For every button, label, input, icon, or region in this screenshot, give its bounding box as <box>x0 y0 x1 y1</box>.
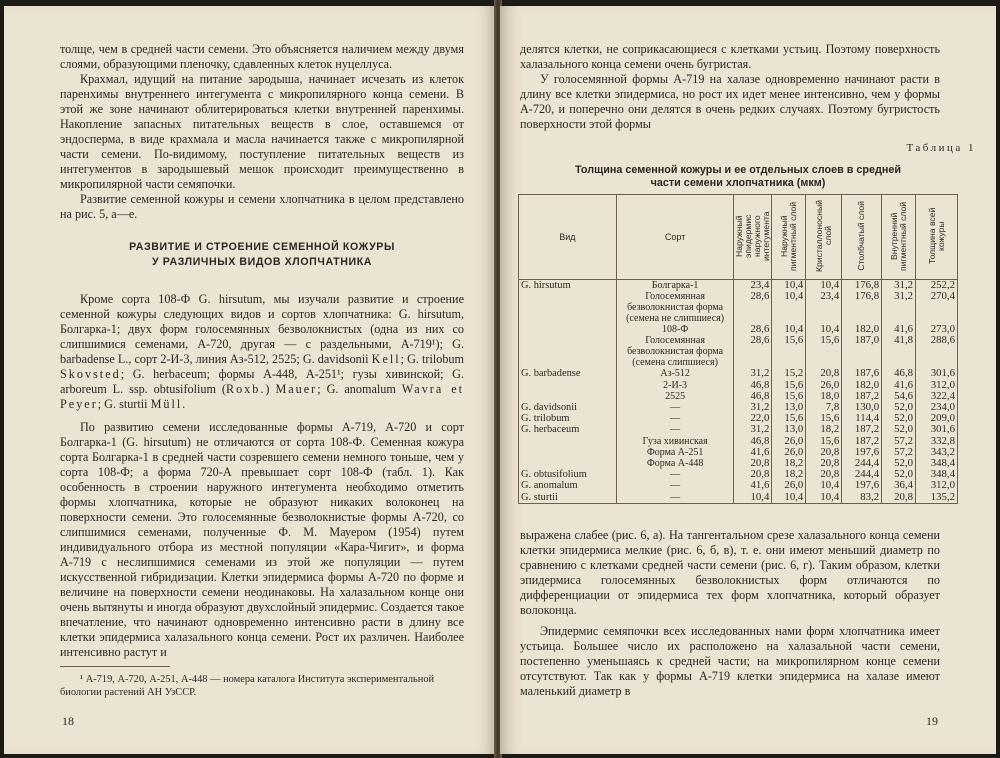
cell-value: 26,0 <box>772 480 806 491</box>
cell-vid <box>519 291 617 324</box>
cell-sort: Болгарка-1 <box>616 280 734 292</box>
cell-value: 187,0 <box>842 335 882 368</box>
cell-value: 18,2 <box>806 424 842 435</box>
cell-sort: — <box>616 469 734 480</box>
cell-value: 26,0 <box>772 436 806 447</box>
paragraph <box>60 292 464 412</box>
section-heading <box>60 240 464 270</box>
table-row <box>519 291 958 324</box>
cell-sort: — <box>616 424 734 435</box>
cell-value: 52,0 <box>882 469 916 480</box>
cell-value: 13,0 <box>772 424 806 435</box>
cell-sort: Гуза хивинская <box>616 436 734 447</box>
cell-value: 135,2 <box>916 492 958 504</box>
cell-value: 348,4 <box>916 469 958 480</box>
cell-value: 322,4 <box>916 391 958 402</box>
cell-value: 332,8 <box>916 436 958 447</box>
cell-value: 46,8 <box>734 436 772 447</box>
cell-vid <box>519 335 617 368</box>
cell-vid: G. obtusifolium <box>519 469 617 480</box>
cell-value: 46,8 <box>882 368 916 379</box>
cell-value: 176,8 <box>842 280 882 292</box>
page-number: 19 <box>926 714 938 728</box>
cell-sort: Форма А-251 <box>616 447 734 458</box>
paragraph: По развитию семени исследованные формы А-719, А-720 и сорт Болгарка-1 (G. hirsutum) не отличаются от сорта 108-Ф. Семенная кожура сорта Болгарка-1 в средней части созревшего семени немного тоньше, чем у сорта 108-Ф; а форма 720-А превышает сорт 108-Ф (табл. 1). Как особенность в строении наружного интегумента необходимо отметить формы хлопчатника, которые не образуют никаких волоконец на поверхности семени. Это голосемянные безволокнистые формы А-720, со слипшимися семенами, полученные Ф. М. Мауером (1954) путем индивидуального отбора из местной популяции «Кара-Чигит», и форма А-719 с неслипшимися семенами из этой же популяции — путем искусственной гибридизации. Клетки эпидермиса формы А-720 по форме и величине на поверхности семени неодинаковы. На халазальном конце они очень вытянуты и иногда образуют двухслойный эпидермис. Создается такое впечатление, что начинают одновременно интенсивно расти в длину все клетки эпидермиса халазального конца семени. Рост их различен. Наиболее интенсивно растут и <box>60 420 464 659</box>
cell-value: 312,0 <box>916 480 958 491</box>
table-title <box>520 164 956 190</box>
cell-value: 114,4 <box>842 413 882 424</box>
table-row <box>519 424 958 435</box>
cell-value: 20,8 <box>806 447 842 458</box>
table-row <box>519 280 958 292</box>
text-run: ) <box>265 382 276 396</box>
cell-vid: G. davidsonii <box>519 402 617 413</box>
cell-value: 187,2 <box>842 424 882 435</box>
cell-value: 187,2 <box>842 436 882 447</box>
cell-sort: — <box>616 480 734 491</box>
author-name: Wavra et Peyer <box>60 382 465 411</box>
cell-value: 10,4 <box>806 480 842 491</box>
cell-value: 57,2 <box>882 447 916 458</box>
cell-value: 28,6 <box>734 291 772 324</box>
cell-value: 31,2 <box>734 402 772 413</box>
table-row <box>519 492 958 504</box>
cell-value: 10,4 <box>772 492 806 504</box>
cell-vid: G. hirsutum <box>519 280 617 292</box>
cell-value: 273,0 <box>916 324 958 335</box>
cell-value: 10,4 <box>806 324 842 335</box>
text-run: Кроме сорта 108-Ф G. hirsutum, мы изучали развитие и строение семенной кожуры следующих видов и сортов хлопчатника: G. hirsutum, Болгарка-1; двух форм голосемянных безволокнистых (одна из них со слипшимися семенами, А-720, другая — с раздельными, А-719¹); G. barbadense L., сорт 2-И-3, линия Аз-512, 2525; G. davidsonii <box>60 292 464 366</box>
header-text: Внутренний пигментный слой <box>888 201 908 271</box>
footnote <box>60 666 464 699</box>
cell-vid <box>519 458 617 469</box>
cell-sort: 2-И-3 <box>616 380 734 391</box>
cell-value: 20,8 <box>734 458 772 469</box>
footnote-rule <box>60 666 170 667</box>
thickness-table <box>518 194 958 504</box>
header-col <box>882 195 916 280</box>
cell-value: 10,4 <box>772 291 806 324</box>
section-heading-line: РАЗВИТИЕ И СТРОЕНИЕ СЕМЕННОЙ КОЖУРЫ <box>129 241 395 253</box>
header-col <box>734 195 772 280</box>
cell-value: 301,6 <box>916 368 958 379</box>
paragraph: Эпидермис семяпочки всех исследованных нами форм хлопчатника имеет устьица. Большее число их расположено на халазальной части семени, постепенно уменьшаясь к средней части; на микропилярном конце семени отсутствуют. Так как у формы А-719 клетки эпидермиса на халазе имеют маленький диаметр в <box>520 624 940 698</box>
cell-value: 15,6 <box>772 335 806 368</box>
cell-sort: Аз-512 <box>616 368 734 379</box>
table-row <box>519 413 958 424</box>
cell-value: 10,4 <box>806 280 842 292</box>
cell-value: 54,6 <box>882 391 916 402</box>
table-row <box>519 391 958 402</box>
left-page <box>4 6 496 754</box>
cell-value: 31,2 <box>734 424 772 435</box>
cell-vid <box>519 391 617 402</box>
cell-value: 26,0 <box>806 380 842 391</box>
right-text-column-top <box>520 42 940 132</box>
author-name: Kell <box>371 352 401 366</box>
cell-value: 187,2 <box>842 391 882 402</box>
cell-value: 15,6 <box>806 335 842 368</box>
cell-value: 57,2 <box>882 436 916 447</box>
cell-value: 20,8 <box>734 469 772 480</box>
paragraph: толще, чем в средней части семени. Это объясняется наличием между двумя слоями, образующими пленочку, сдавленных клеток нуцеллуса. <box>60 42 464 71</box>
table-label: Таблица 1 <box>906 142 976 154</box>
cell-vid: G. anomalum <box>519 480 617 491</box>
cell-value: 20,8 <box>806 368 842 379</box>
cell-vid: G. sturtii <box>519 492 617 504</box>
footnote-text: ¹ А-719, А-720, А-251, А-448 — номера каталога Института экспериментальной биологии растений АН УзССР. <box>60 674 435 698</box>
cell-value: 52,0 <box>882 458 916 469</box>
cell-value: 176,8 <box>842 291 882 324</box>
cell-value: 10,4 <box>806 492 842 504</box>
paragraph: делятся клетки, не соприкасающиеся с клетками устьиц. Поэтому поверхность халазального конца семени очень бугристая. <box>520 42 940 71</box>
author-name: Müll. <box>150 397 188 411</box>
header-text: Столбчатый слой <box>856 201 867 271</box>
table-row <box>519 324 958 335</box>
table-body <box>519 280 958 504</box>
cell-value: 252,2 <box>916 280 958 292</box>
header-col <box>806 195 842 280</box>
cell-vid: G. trilobum <box>519 413 617 424</box>
cell-vid: G. herbaceum <box>519 424 617 435</box>
paragraph: выражена слабее (рис. 6, а). На тангентальном срезе халазального конца семени клетки эпидермиса мелкие (рис. 6, б, в), т. е. они имеют меньший диаметр по сравнению с клетками средней части семени (рис. 6, г). Таким образом, клетки эпидермиса голосемянных безволокнистых форм отличаются по дифференциации от эпидермиса тех форм хлопчатника, который образует волоконца. <box>520 528 940 617</box>
cell-value: 288,6 <box>916 335 958 368</box>
cell-sort: Голосемянная безволокнистая форма (семена слипшиеся) <box>616 335 734 368</box>
text-run: ; G. trilobum <box>400 352 464 366</box>
cell-value: 187,6 <box>842 368 882 379</box>
cell-value: 31,2 <box>734 368 772 379</box>
cell-value: 270,4 <box>916 291 958 324</box>
cell-value: 83,2 <box>842 492 882 504</box>
cell-value: 23,4 <box>734 280 772 292</box>
cell-vid <box>519 324 617 335</box>
cell-value: 197,6 <box>842 480 882 491</box>
table-row <box>519 368 958 379</box>
paragraph: Развитие семенной кожуры и семени хлопчатника в целом представлено на рис. 5, а—е. <box>60 192 464 221</box>
table-row <box>519 380 958 391</box>
cell-sort: — <box>616 402 734 413</box>
cell-value: 182,0 <box>842 324 882 335</box>
cell-value: 10,4 <box>772 324 806 335</box>
cell-value: 10,4 <box>734 492 772 504</box>
cell-value: 26,0 <box>772 447 806 458</box>
header-col <box>772 195 806 280</box>
cell-value: 15,6 <box>806 413 842 424</box>
cell-sort: 2525 <box>616 391 734 402</box>
author-name: Skovsted <box>60 367 121 381</box>
cell-value: 31,2 <box>882 291 916 324</box>
right-page <box>500 6 996 754</box>
table-title-line: Толщина семенной кожуры и ее отдельных слоев в средней <box>575 164 901 176</box>
cell-value: 46,8 <box>734 391 772 402</box>
cell-value: 20,8 <box>806 469 842 480</box>
cell-sort: — <box>616 413 734 424</box>
table-row <box>519 447 958 458</box>
author-name: Mauer <box>275 382 318 396</box>
cell-value: 52,0 <box>882 413 916 424</box>
cell-value: 348,4 <box>916 458 958 469</box>
cell-value: 343,2 <box>916 447 958 458</box>
author-name: Roxb. <box>225 382 266 396</box>
cell-value: 41,6 <box>734 447 772 458</box>
cell-sort: Форма А-448 <box>616 458 734 469</box>
cell-value: 130,0 <box>842 402 882 413</box>
table-row <box>519 436 958 447</box>
header-text: Кристаллоносный слой <box>813 200 833 272</box>
paragraph: Крахмал, идущий на питание зародыша, начинает исчезать из клеток паренхимы внутреннего интегумента с микропилярного конца семени. В этой же зоне начинают облитерироваться клетки внутренней паренхимы. Накопление запасных питательных веществ в слое, оставшемся от эндосперма, в виде крахмала и масла начинается также с микропилярной части семени. По-видимому, поступление питательных веществ из интегументов в зародышевый мешок происходит преимущественно в микропилярной части семяпочки. <box>60 72 464 191</box>
cell-value: 46,8 <box>734 380 772 391</box>
cell-value: 15,6 <box>806 436 842 447</box>
cell-vid: G. barbadense <box>519 368 617 379</box>
right-text-column-bottom <box>520 528 940 699</box>
table-row <box>519 469 958 480</box>
cell-sort: 108-Ф <box>616 324 734 335</box>
cell-value: 312,0 <box>916 380 958 391</box>
header-col <box>842 195 882 280</box>
cell-value: 20,8 <box>806 458 842 469</box>
cell-vid <box>519 436 617 447</box>
section-heading-line: У РАЗЛИЧНЫХ ВИДОВ ХЛОПЧАТНИКА <box>151 256 373 268</box>
cell-value: 52,0 <box>882 402 916 413</box>
cell-value: 244,4 <box>842 469 882 480</box>
table-row <box>519 402 958 413</box>
cell-value: 41,6 <box>882 324 916 335</box>
cell-value: 28,6 <box>734 324 772 335</box>
header-col <box>916 195 958 280</box>
cell-value: 234,0 <box>916 402 958 413</box>
cell-value: 28,6 <box>734 335 772 368</box>
cell-value: 52,0 <box>882 424 916 435</box>
page-number: 18 <box>62 714 74 728</box>
header-text: Толщина всей кожуры <box>926 207 946 265</box>
cell-value: 41,6 <box>882 380 916 391</box>
cell-value: 209,0 <box>916 413 958 424</box>
text-run: ; G. sturtii <box>97 397 151 411</box>
cell-value: 36,4 <box>882 480 916 491</box>
cell-value: 301,6 <box>916 424 958 435</box>
cell-value: 10,4 <box>772 280 806 292</box>
cell-value: 15,6 <box>772 391 806 402</box>
cell-value: 7,8 <box>806 402 842 413</box>
header-vid: Вид <box>519 195 617 280</box>
cell-value: 15,6 <box>772 413 806 424</box>
paragraph: У голосемянной формы А-719 на халазе одновременно начинают расти в длину все клетки эпидермиса, но рост их идет менее интенсивно, чем у формы А-720, и поперечно они делятся в очень редких случаях. Поэтому бугристость поверхности этой формы <box>520 72 940 131</box>
table-title-line: части семени хлопчатника (мкм) <box>650 177 826 189</box>
cell-value: 41,6 <box>734 480 772 491</box>
header-text: Наружный пигментный слой <box>778 201 798 271</box>
cell-value: 244,4 <box>842 458 882 469</box>
cell-value: 41,8 <box>882 335 916 368</box>
cell-value: 18,0 <box>806 391 842 402</box>
table-header-row <box>519 195 958 280</box>
text-run: ; G. anomalum <box>317 382 402 396</box>
cell-value: 18,2 <box>772 458 806 469</box>
cell-value: 15,2 <box>772 368 806 379</box>
cell-value: 18,2 <box>772 469 806 480</box>
header-sort: Сорт <box>616 195 734 280</box>
cell-vid <box>519 380 617 391</box>
cell-value: 197,6 <box>842 447 882 458</box>
cell-value: 31,2 <box>882 280 916 292</box>
cell-value: 23,4 <box>806 291 842 324</box>
cell-value: 13,0 <box>772 402 806 413</box>
table-row <box>519 335 958 368</box>
cell-sort: Голосемянная безволокнистая форма (семена не слипшиеся) <box>616 291 734 324</box>
cell-value: 182,0 <box>842 380 882 391</box>
table-row <box>519 480 958 491</box>
text-run: ; G. herbaceum; формы А-448, А-251¹; гузы хивинской; G. arboreum L. ssp. obtusifolium ( <box>60 367 464 396</box>
cell-value: 15,6 <box>772 380 806 391</box>
header-text: Наружный эпидермис наружного интегумента <box>733 211 771 261</box>
table-row <box>519 458 958 469</box>
cell-sort: — <box>616 492 734 504</box>
left-text-column <box>60 42 464 660</box>
cell-value: 20,8 <box>882 492 916 504</box>
cell-value: 22,0 <box>734 413 772 424</box>
cell-vid <box>519 447 617 458</box>
